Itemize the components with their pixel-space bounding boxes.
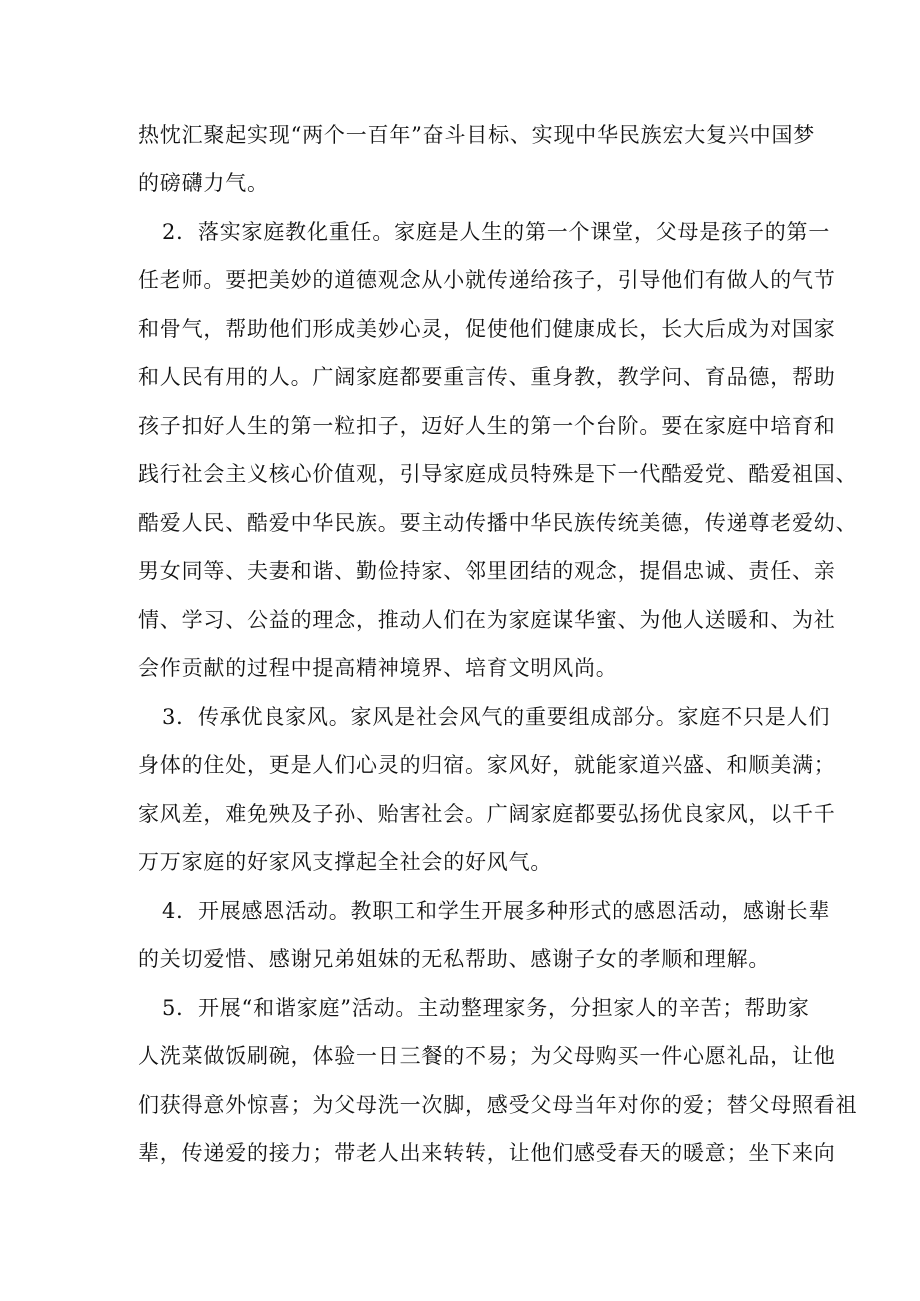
- text-line: 的磅礴力气。: [138, 171, 269, 195]
- text-line: 践行社会主义核心价值观，引导家庭成员特殊是下一代酷爱党、酷爱祖国、: [138, 462, 858, 486]
- paragraph-4-start: 4．开展感恩活动。教职工和学生开展多种形式的感恩活动，感谢长辈: [162, 899, 831, 923]
- text-line: 酷爱人民、酷爱中华民族。要主动传播中华民族传统美德，传递尊老爱幼、: [138, 511, 858, 535]
- text-line: 的关切爱惜、感谢兄弟姐妹的无私帮助、感谢子女的孝顺和理解。: [138, 947, 771, 971]
- text-line: 孩子扣好人生的第一粒扣子，迈好人生的第一个台阶。要在家庭中培育和: [138, 414, 836, 438]
- text-line: 们获得意外惊喜；为父母洗一次脚，感受父母当年对你的爱；替父母照看祖: [138, 1093, 858, 1117]
- text-line: 家风差，难免殃及子孙、贻害社会。广阔家庭都要弘扬优良家风，以千千: [138, 802, 836, 826]
- text-line: 和骨气，帮助他们形成美妙心灵，促使他们健康成长，长大后成为对国家: [138, 317, 836, 341]
- text-line: 和人民有用的人。广阔家庭都要重言传、重身教，教学问、育品德，帮助: [138, 365, 836, 389]
- text-line: 万万家庭的好家风支撑起全社会的好风气。: [138, 850, 553, 874]
- text-line: 辈，传递爱的接力；带老人出来转转，让他们感受春天的暖意；坐下来向: [138, 1141, 836, 1165]
- paragraph-5-start: 5．开展“和谐家庭”活动。主动整理家务，分担家人的辛苦；帮助家: [162, 996, 810, 1020]
- text-line: 会作贡献的过程中提高精神境界、培育文明风尚。: [138, 656, 618, 680]
- paragraph-3-start: 3．传承优良家风。家风是社会风气的重要组成部分。家庭不只是人们: [162, 705, 831, 729]
- text-line: 热忱汇聚起实现“两个一百年”奋斗目标、实现中华民族宏大复兴中国梦: [138, 123, 816, 147]
- text-line: 任老师。要把美妙的道德观念从小就传递给孩子，引导他们有做人的气节: [138, 268, 836, 292]
- text-line: 男女同等、夫妻和谐、勤俭持家、邻里团结的观念，提倡忠诚、责任、亲: [138, 559, 836, 583]
- text-line: 身体的住处，更是人们心灵的归宿。家风好，就能家道兴盛、和顺美满；: [138, 753, 836, 777]
- text-line: 情、学习、公益的理念，推动人们在为家庭谋华蜜、为他人送暖和、为社: [138, 608, 836, 632]
- text-line: 人洗菜做饭刷碗，体验一日三餐的不易；为父母购买一件心愿礼品，让他: [138, 1044, 836, 1068]
- paragraph-2-start: 2．落实家庭教化重任。家庭是人生的第一个课堂，父母是孩子的第一: [162, 220, 831, 244]
